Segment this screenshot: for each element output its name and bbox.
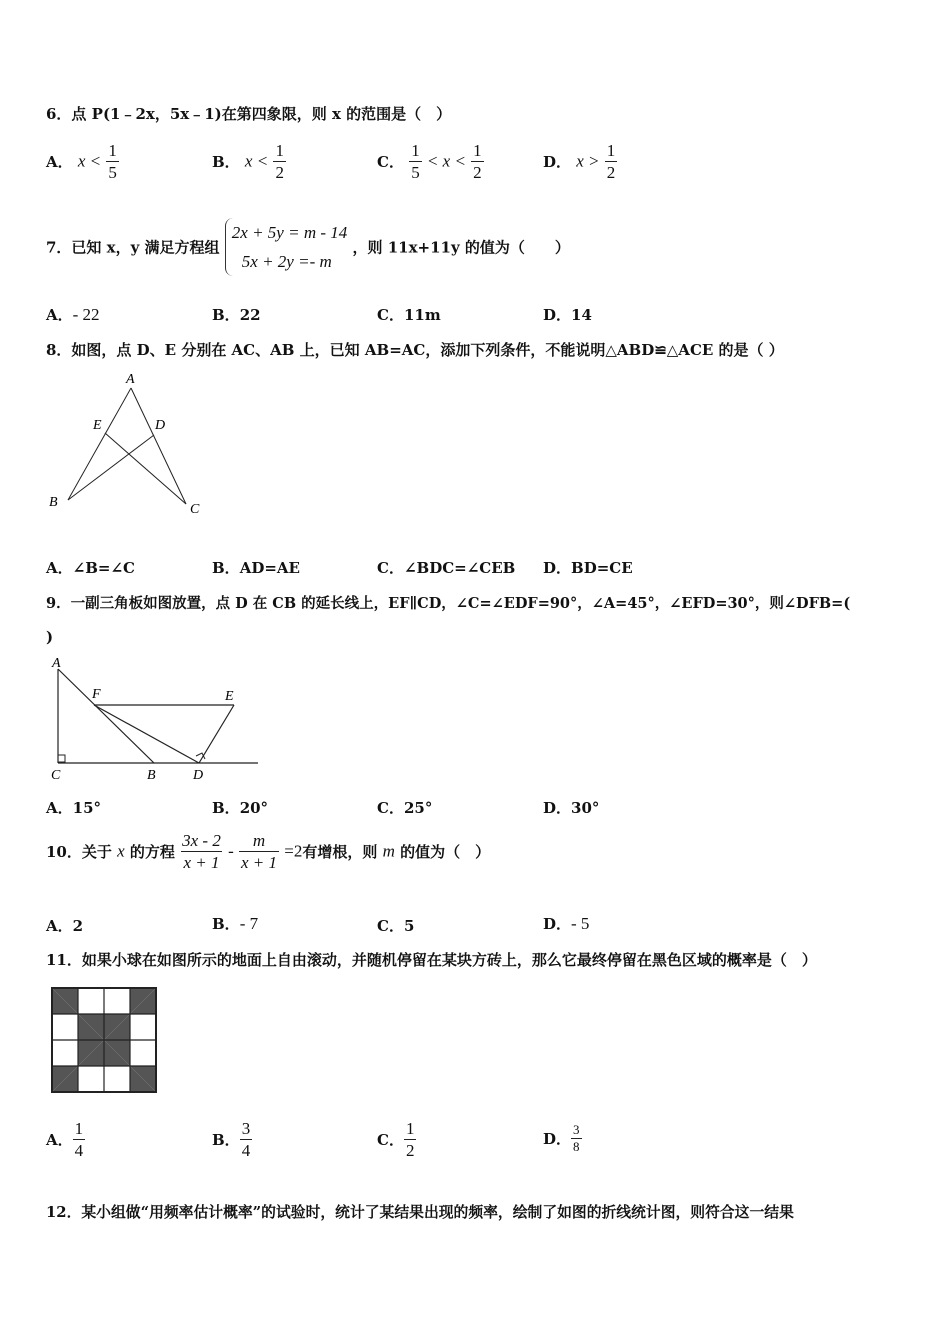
q8-triangle-figure: [44, 368, 214, 520]
q6-a-fraction: $\frac{1}{5}$: [108, 141, 117, 182]
q8-label-b: B: [49, 495, 58, 510]
q8-option-c[interactable]: C．∠BDC=∠CEB: [377, 559, 516, 577]
q7-option-c[interactable]: C．11m: [377, 306, 441, 324]
q9-side-ed: [199, 705, 234, 763]
q9-set-square-figure: [44, 655, 264, 785]
q10-option-d[interactable]: D．- 5: [543, 914, 590, 933]
q9-side-fd: [94, 705, 199, 763]
q9-right-angle-c: [58, 755, 65, 762]
q9-label-a: A: [52, 656, 61, 671]
q9-label-c: C: [51, 768, 61, 783]
q10-option-b[interactable]: B．- 7: [212, 914, 259, 933]
q12-stem: 12．某小组做“用频率估计概率”的试验时，统计了某结果出现的频率，绘制了如图的折线统计图，则符合这一结果: [46, 1204, 794, 1221]
q7-equation-system: 2x + 5y = m - 14 5x + 2y =- m: [225, 218, 347, 276]
q8-option-b[interactable]: B．AD=AE: [212, 559, 300, 577]
q7-option-a[interactable]: A．- 22: [46, 305, 100, 324]
q9-label-d: D: [193, 768, 204, 783]
q9-option-d[interactable]: D．30°: [543, 799, 600, 817]
q6-option-d[interactable]: D． x > $\frac{1}{2}$: [543, 141, 616, 182]
q11-a-fraction: $\frac{1}{4}$: [74, 1119, 84, 1160]
q11-d-fraction: $\frac{3}{8}$: [573, 1122, 580, 1154]
q8-segment-ce: [105, 433, 186, 504]
q10-stem: 10．关于 x 的方程 $\frac{3x - 2}{x + 1}$ - $\frac{m}{x + 1}$ =2有增根，则 m 的值为（ ）: [46, 831, 491, 872]
q11-b-fraction: $\frac{3}{4}$: [241, 1119, 251, 1160]
q6-b-fraction: $\frac{1}{2}$: [275, 141, 284, 182]
q8-label-e: E: [93, 418, 102, 433]
q11-option-b[interactable]: B． $\frac{3}{4}$: [212, 1119, 251, 1160]
q10-fraction-2: $\frac{m}{x + 1}$: [240, 831, 278, 872]
q11-c-fraction: $\frac{1}{2}$: [405, 1119, 415, 1160]
q11-tile-grid: [50, 986, 158, 1094]
q6-d-fraction: $\frac{1}{2}$: [606, 141, 616, 182]
q10-option-a[interactable]: A．2: [46, 917, 84, 935]
q11-option-d[interactable]: D． $\frac{3}{8}$: [543, 1122, 580, 1154]
q8-option-d[interactable]: D．BD=CE: [543, 559, 633, 577]
q9-right-angle-d: [196, 753, 205, 759]
q9-stem-line1: 9．一副三角板如图放置，点 D 在 CB 的延长线上，EF∥CD，∠C=∠EDF=90°，∠A=45°，∠EFD=30°，则∠DFB=(: [46, 595, 851, 612]
q6-c-fraction-1: $\frac{1}{5}$: [411, 141, 420, 182]
q11-option-a[interactable]: A． $\frac{1}{4}$: [46, 1119, 84, 1160]
q8-label-a: A: [126, 372, 135, 387]
q9-label-b: B: [147, 768, 156, 783]
q9-label-f: F: [92, 687, 101, 702]
q8-segment-bd: [68, 435, 154, 500]
q7-stem: 7．已知 x，y 满足方程组 2x + 5y = m - 14 5x + 2y =- m ，则 11x+11y 的值为（ ）: [46, 218, 570, 276]
q6-stem: 6．点 P(1﹣2x，5x﹣1)在第四象限，则 x 的范围是（ ）: [46, 105, 452, 123]
q11-option-c[interactable]: C． $\frac{1}{2}$: [377, 1119, 415, 1160]
q6-option-a[interactable]: A． x < $\frac{1}{5}$: [46, 141, 117, 182]
q7-option-b[interactable]: B．22: [212, 306, 261, 324]
q11-stem: 11．如果小球在如图所示的地面上自由滚动，并随机停留在某块方砖上，那么它最终停留在黑色区域的概率是（ ）: [46, 951, 817, 969]
q9-option-b[interactable]: B．20°: [212, 799, 269, 817]
q9-label-e: E: [225, 689, 234, 704]
q10-fraction-1: $\frac{3x - 2}{x + 1}$: [182, 831, 221, 872]
q6-option-c[interactable]: C． $\frac{1}{5}$ < x < $\frac{1}{2}$: [377, 141, 482, 182]
q9-option-a[interactable]: A．15°: [46, 799, 102, 817]
q8-side-ab: [68, 388, 131, 500]
q6-option-b[interactable]: B． x < $\frac{1}{2}$: [212, 141, 284, 182]
q8-label-c: C: [190, 502, 200, 517]
q8-stem: 8．如图，点 D、E 分别在 AC、AB 上，已知 AB=AC，添加下列条件，不能说明△ABD≌△ACE 的是（ ）: [46, 341, 784, 359]
q9-stem-line2: ): [46, 628, 54, 646]
q8-option-a[interactable]: A．∠B=∠C: [46, 559, 135, 577]
q10-option-c[interactable]: C．5: [377, 917, 415, 935]
q9-option-c[interactable]: C．25°: [377, 799, 433, 817]
q8-label-d: D: [155, 418, 166, 433]
q7-option-d[interactable]: D．14: [543, 306, 592, 324]
q9-side-ab: [58, 669, 154, 763]
q6-c-fraction-2: $\frac{1}{2}$: [473, 141, 482, 182]
